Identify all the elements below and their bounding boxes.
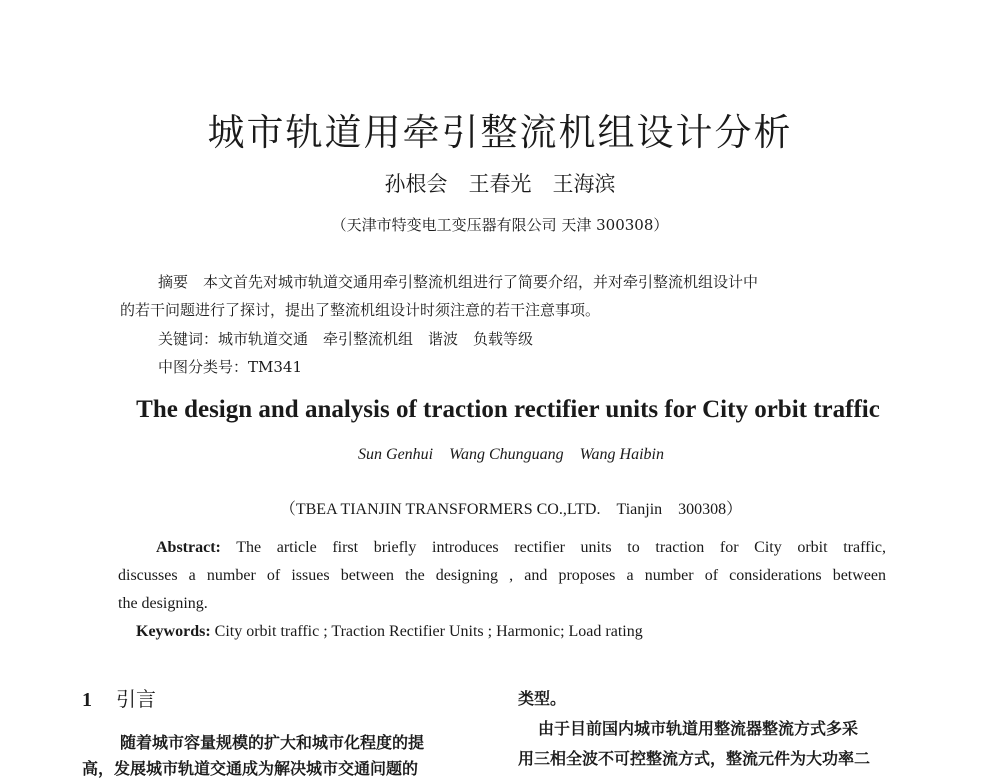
abstract-en-line bbox=[118, 539, 886, 557]
body-text-right: 类型。 bbox=[518, 689, 567, 708]
paper-title-cn: 城市轨道用牵引整流机组设计分析 bbox=[207, 111, 793, 154]
body-text-right: 用三相全波不可控整流方式，整流元件为大功率二 bbox=[518, 749, 871, 768]
abstract-en-label: Abstract: bbox=[156, 539, 221, 556]
abstract-cn-line: 的若干问题进行了探讨，提出了整流机组设计时须注意的若干注意事项。 bbox=[120, 301, 601, 319]
section-number: 1 bbox=[82, 689, 92, 711]
section-heading bbox=[82, 683, 156, 712]
affiliation-en: （TBEA TIANJIN TRANSFORMERS CO.,LTD. Tianjin 300308） bbox=[279, 501, 743, 518]
section-title: 引言 bbox=[116, 687, 156, 711]
keywords-en-label: Keywords: bbox=[136, 623, 211, 640]
keywords-cn: 关键词：城市轨道交通 牵引整流机组 谐波 负载等级 bbox=[158, 330, 534, 348]
affiliation-cn: （天津市特变电工变压器有限公司 天津 300308） bbox=[331, 216, 669, 234]
body-text-left: 随着城市容量规模的扩大和城市化程度的提 bbox=[120, 733, 425, 752]
abstract-en-text: The article first briefly introduces rectifier units to traction for City orbit traffic, bbox=[236, 539, 886, 556]
abstract-cn-line: 摘要 本文首先对城市轨道交通用牵引整流机组进行了简要介绍，并对牵引整流机组设计中 bbox=[158, 273, 759, 291]
keywords-en-text: City orbit traffic ; Traction Rectifier Units ; Harmonic; Load rating bbox=[214, 623, 643, 640]
abstract-en-line: discusses a number of issues between the designing , and proposes a number of considerations between bbox=[118, 567, 886, 584]
paper-title-en: The design and analysis of traction rectifier units for City orbit traffic bbox=[136, 396, 880, 423]
abstract-en-line: the designing. bbox=[118, 595, 208, 612]
body-text-right: 由于目前国内城市轨道用整流器整流方式多采 bbox=[538, 719, 859, 738]
keywords-en bbox=[136, 623, 643, 641]
classification-number-cn: 中图分类号：TM341 bbox=[158, 358, 302, 376]
authors-cn: 孙根会 王春光 王海滨 bbox=[384, 172, 616, 196]
body-text-left: 高，发展城市轨道交通成为解决城市交通问题的 bbox=[82, 759, 419, 778]
authors-en: Sun Genhui Wang Chunguang Wang Haibin bbox=[358, 446, 664, 463]
